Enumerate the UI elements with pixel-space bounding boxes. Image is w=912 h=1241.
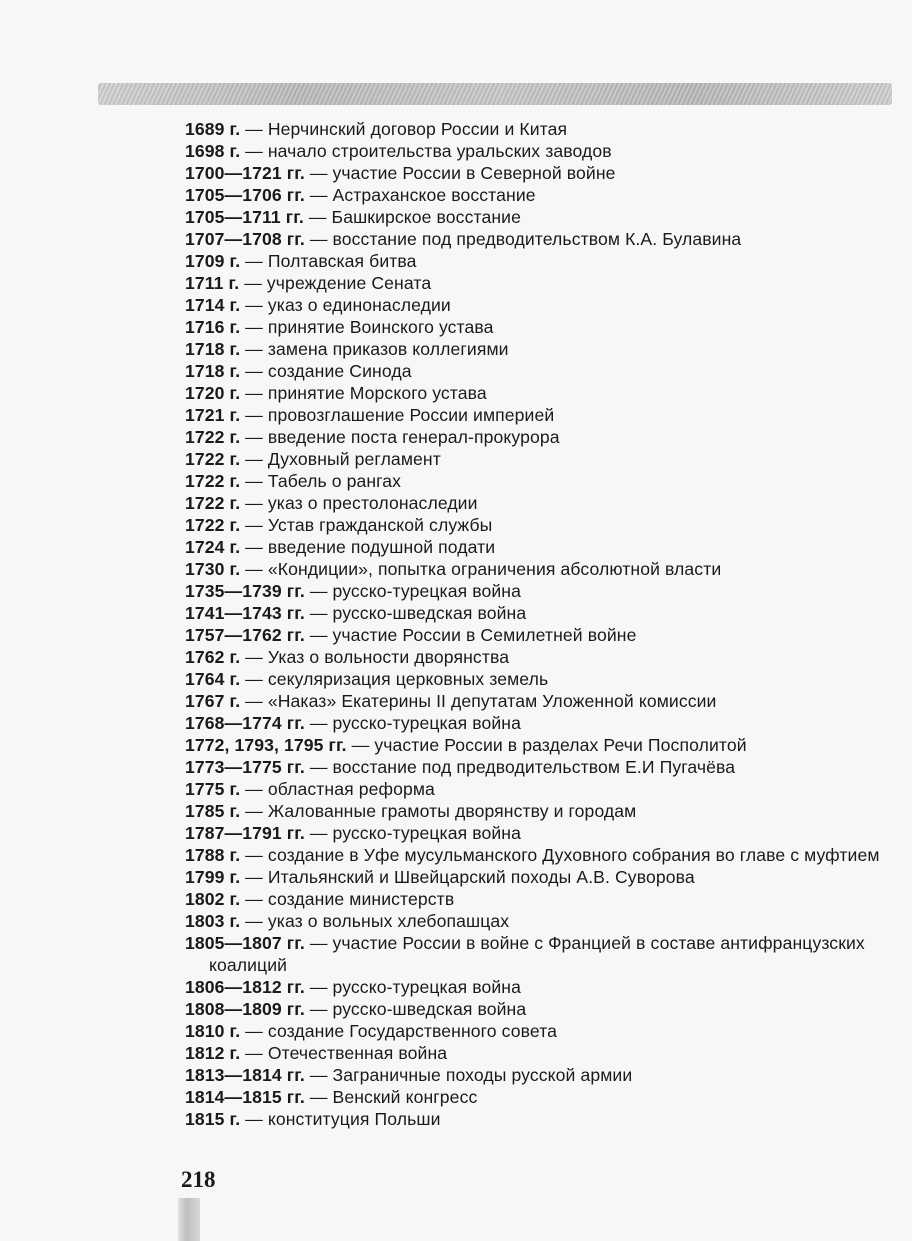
- entry-date: 1812 г.: [185, 1043, 241, 1063]
- list-item: 1705—1711 гг. — Башкирское восстание: [185, 207, 521, 227]
- entry-text: Венский конгресс: [332, 1087, 478, 1107]
- list-item: 1741—1743 гг. — русско-шведская война: [185, 603, 527, 623]
- entry-text: русско-шведская война: [332, 999, 527, 1019]
- entry-text: Табель о рангах: [267, 471, 402, 491]
- entry-date: 1775 г.: [185, 779, 241, 799]
- entry-text: принятие Воинского устава: [267, 317, 494, 337]
- list-item: 1772, 1793, 1795 гг. — участие России в разделах Речи Посполитой: [185, 735, 747, 755]
- list-item: 1716 г. — принятие Воинского устава: [185, 317, 494, 337]
- entry-date: 1799 г.: [185, 867, 241, 887]
- header-band: [98, 83, 892, 105]
- entry-date: 1785 г.: [185, 801, 241, 821]
- list-item: 1787—1791 гг. — русско-турецкая война: [185, 823, 521, 843]
- entry-date: 1716 г.: [185, 317, 241, 337]
- entry-text: участие России в разделах Речи Посполитой: [374, 735, 747, 755]
- entry-text: восстание под предводительством К.А. Булавина: [332, 229, 742, 249]
- entry-date: 1718 г.: [185, 361, 241, 381]
- list-item: 1810 г. — создание Государственного совета: [185, 1021, 558, 1041]
- entry-date: 1787—1791 гг.: [185, 823, 305, 843]
- list-item: 1803 г. — указ о вольных хлебопашцах: [185, 911, 510, 931]
- entry-date: 1705—1706 гг.: [185, 185, 305, 205]
- entry-date: 1714 г.: [185, 295, 241, 315]
- entry-date: 1757—1762 гг.: [185, 625, 305, 645]
- entry-text: Заграничные походы русской армии: [332, 1065, 633, 1085]
- entry-date: 1689 г.: [185, 119, 241, 139]
- entry-text: Отечественная война: [267, 1043, 448, 1063]
- page-edge-tab: [178, 1198, 200, 1241]
- entry-date: 1802 г.: [185, 889, 241, 909]
- entry-text: принятие Морского устава: [267, 383, 487, 403]
- entry-date: 1788 г.: [185, 845, 241, 865]
- list-item: 1722 г. — введение поста генерал-прокурора: [185, 427, 560, 447]
- list-item: 1722 г. — Устав гражданской службы: [185, 515, 493, 535]
- list-item: 1718 г. — создание Синода: [185, 361, 412, 381]
- list-item: 1775 г. — областная реформа: [185, 779, 435, 799]
- entry-text: Жалованные грамоты дворянству и городам: [267, 801, 637, 821]
- list-item: 1711 г. — учреждение Сената: [185, 273, 432, 293]
- entry-date: 1808—1809 гг.: [185, 999, 305, 1019]
- entry-date: 1722 г.: [185, 471, 241, 491]
- entry-date: 1711 г.: [185, 273, 240, 293]
- entry-date: 1720 г.: [185, 383, 241, 403]
- entry-text: русско-шведская война: [332, 603, 527, 623]
- list-item: 1808—1809 гг. — русско-шведская война: [185, 999, 527, 1019]
- list-item: 1762 г. — Указ о вольности дворянства: [185, 647, 510, 667]
- entry-text: русско-турецкая война: [332, 977, 521, 997]
- entry-date: 1810 г.: [185, 1021, 241, 1041]
- entry-text: создание Синода: [267, 361, 412, 381]
- entry-text: областная реформа: [267, 779, 435, 799]
- entry-text: введение подушной подати: [267, 537, 496, 557]
- entry-date: 1700—1721 гг.: [185, 163, 305, 183]
- entry-date: 1803 г.: [185, 911, 241, 931]
- entry-text: указ о престолонаследии: [267, 493, 478, 513]
- entry-text: Устав гражданской службы: [267, 515, 493, 535]
- list-item: 1720 г. — принятие Морского устава: [185, 383, 487, 403]
- list-item: 1802 г. — создание министерств: [185, 889, 455, 909]
- entry-text: русско-турецкая война: [332, 823, 521, 843]
- entry-text: Астраханское восстание: [332, 185, 536, 205]
- entry-text: учреждение Сената: [266, 273, 432, 293]
- page-number: 218: [181, 1167, 216, 1192]
- entry-text: провозглашение России империей: [267, 405, 555, 425]
- entry-date: 1722 г.: [185, 449, 241, 469]
- entry-date: 1705—1711 гг.: [185, 207, 304, 227]
- entry-date: 1735—1739 гг.: [185, 581, 305, 601]
- entry-text: замена приказов коллегиями: [267, 339, 509, 359]
- entry-text: начало строительства уральских заводов: [267, 141, 612, 161]
- entry-date: 1707—1708 гг.: [185, 229, 305, 249]
- list-item: 1730 г. — «Кондиции», попытка ограничения абсолютной власти: [185, 559, 722, 579]
- entry-text: Полтавская битва: [267, 251, 417, 271]
- list-item: 1707—1708 гг. — восстание под предводительством К.А. Булавина: [185, 229, 742, 249]
- entry-date: 1772, 1793, 1795 гг.: [185, 735, 347, 755]
- list-item: 1724 г. — введение подушной подати: [185, 537, 496, 557]
- entry-text: конституция Польши: [267, 1109, 441, 1129]
- list-item: 1689 г. — Нерчинский договор России и Китая: [185, 119, 568, 139]
- entry-text: «Кондиции», попытка ограничения абсолютной власти: [267, 559, 722, 579]
- list-item: 1757—1762 гг. — участие России в Семилетней войне: [185, 625, 637, 645]
- entry-date: 1698 г.: [185, 141, 241, 161]
- list-item: 1764 г. — секуляризация церковных земель: [185, 669, 549, 689]
- list-item: 1812 г. — Отечественная война: [185, 1043, 448, 1063]
- entry-text: указ о вольных хлебопашцах: [267, 911, 510, 931]
- entry-text: введение поста генерал-прокурора: [267, 427, 560, 447]
- entry-date: 1721 г.: [185, 405, 241, 425]
- entry-date: 1724 г.: [185, 537, 241, 557]
- list-item: 1714 г. — указ о единонаследии: [185, 295, 451, 315]
- entry-date: 1722 г.: [185, 493, 241, 513]
- entry-text: участие России в Северной войне: [332, 163, 616, 183]
- entry-text: русско-турецкая война: [332, 713, 521, 733]
- list-item: 1806—1812 гг. — русско-турецкая война: [185, 977, 521, 997]
- entry-date: 1768—1774 гг.: [185, 713, 305, 733]
- entry-date: 1806—1812 гг.: [185, 977, 305, 997]
- list-item: 1698 г. — начало строительства уральских заводов: [185, 141, 612, 161]
- list-item: 1785 г. — Жалованные грамоты дворянству и городам: [185, 801, 637, 821]
- entry-date: 1767 г.: [185, 691, 241, 711]
- entry-text: участие России в войне с Францией в составе антифранцузских коалиций: [209, 933, 865, 975]
- list-item: 1718 г. — замена приказов коллегиями: [185, 339, 509, 359]
- entry-date: 1815 г.: [185, 1109, 241, 1129]
- entry-text: Духовный регламент: [267, 449, 441, 469]
- entry-date: 1814—1815 гг.: [185, 1087, 305, 1107]
- list-item: 1788 г. — создание в Уфе мусульманского Духовного собрания во главе с муфтием: [185, 845, 880, 865]
- list-item: 1815 г. — конституция Польши: [185, 1109, 441, 1129]
- entry-text: Нерчинский договор России и Китая: [267, 119, 568, 139]
- entry-text: указ о единонаследии: [267, 295, 451, 315]
- entry-date: 1773—1775 гг.: [185, 757, 305, 777]
- chronology-list: [185, 118, 900, 1130]
- list-item: 1722 г. — Табель о рангах: [185, 471, 402, 491]
- entry-text: создание министерств: [267, 889, 455, 909]
- list-item: 1735—1739 гг. — русско-турецкая война: [185, 581, 521, 601]
- entry-date: 1718 г.: [185, 339, 241, 359]
- list-item: 1799 г. — Итальянский и Швейцарский походы А.В. Суворова: [185, 867, 695, 887]
- entry-text: секуляризация церковных земель: [267, 669, 549, 689]
- entry-date: 1762 г.: [185, 647, 241, 667]
- entry-text: создание Государственного совета: [267, 1021, 558, 1041]
- list-item: 1705—1706 гг. — Астраханское восстание: [185, 185, 536, 205]
- list-item: 1709 г. — Полтавская битва: [185, 251, 417, 271]
- entry-text: «Наказ» Екатерины II депутатам Уложенной комиссии: [267, 691, 717, 711]
- list-item: 1722 г. — указ о престолонаследии: [185, 493, 478, 513]
- entry-date: 1813—1814 гг.: [185, 1065, 305, 1085]
- list-item: 1721 г. — провозглашение России империей: [185, 405, 555, 425]
- list-item: 1768—1774 гг. — русско-турецкая война: [185, 713, 521, 733]
- entry-text: Башкирское восстание: [331, 207, 521, 227]
- entry-text: Указ о вольности дворянства: [267, 647, 510, 667]
- list-item: 1773—1775 гг. — восстание под предводительством Е.И Пугачёва: [185, 757, 736, 777]
- entry-date: 1722 г.: [185, 427, 241, 447]
- entry-text: русско-турецкая война: [332, 581, 521, 601]
- entry-text: участие России в Семилетней войне: [332, 625, 637, 645]
- entry-text: Итальянский и Швейцарский походы А.В. Суворова: [267, 867, 695, 887]
- entry-date: 1709 г.: [185, 251, 241, 271]
- list-item: 1813—1814 гг. — Заграничные походы русской армии: [185, 1065, 633, 1085]
- entry-text: создание в Уфе мусульманского Духовного собрания во главе с муфтием: [267, 845, 880, 865]
- entry-date: 1730 г.: [185, 559, 241, 579]
- entry-date: 1805—1807 гг.: [185, 933, 305, 953]
- list-item: 1700—1721 гг. — участие России в Северной войне: [185, 163, 616, 183]
- list-item: 1814—1815 гг. — Венский конгресс: [185, 1087, 478, 1107]
- entry-date: 1741—1743 гг.: [185, 603, 305, 623]
- list-item: 1722 г. — Духовный регламент: [185, 449, 441, 469]
- list-item: 1767 г. — «Наказ» Екатерины II депутатам Уложенной комиссии: [185, 691, 717, 711]
- list-item: 1805—1807 гг. — участие России в войне с Францией в составе антифранцузских коалиций: [185, 933, 865, 975]
- entry-text: восстание под предводительством Е.И Пугачёва: [332, 757, 736, 777]
- entry-date: 1722 г.: [185, 515, 241, 535]
- entry-date: 1764 г.: [185, 669, 241, 689]
